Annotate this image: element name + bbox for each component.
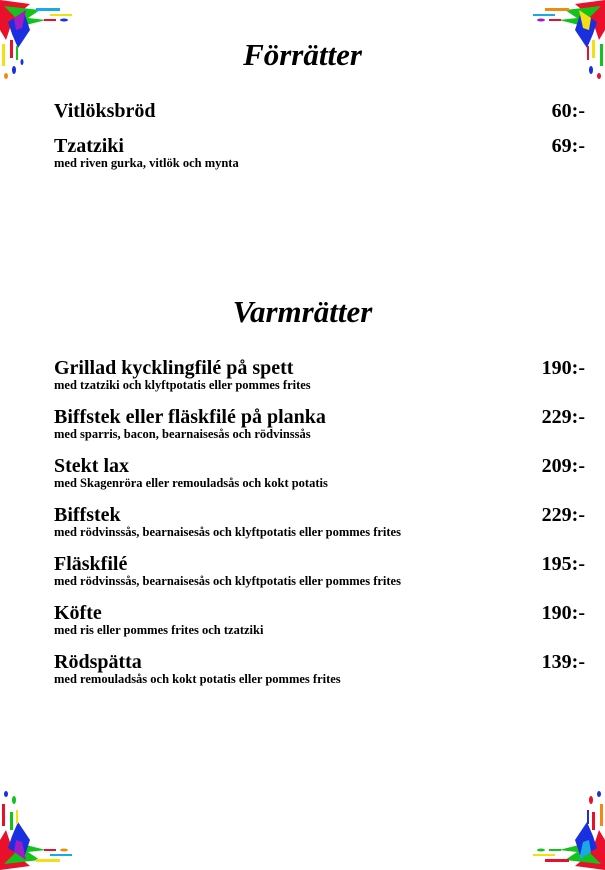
menu-item: [54, 135, 585, 184]
menu-item: [54, 504, 585, 553]
menu-item: [54, 455, 585, 504]
item-description: med tzatziki och klyftpotatis eller pommes frites: [54, 378, 311, 392]
item-description: med ris eller pommes frites och tzatziki: [54, 623, 264, 637]
item-price: 229:-: [541, 406, 585, 428]
menu-item: [54, 406, 585, 455]
menu-list-varmratter: [54, 357, 585, 700]
paint-splash-icon: [0, 780, 90, 870]
item-name: Rödspätta: [54, 651, 142, 673]
item-name: Grillad kycklingfilé på spett: [54, 357, 294, 379]
item-description: med remouladsås och kokt potatis eller pommes frites: [54, 672, 341, 686]
item-description: med rödvinssås, bearnaisesås och klyftpotatis eller pommes frites: [54, 574, 401, 588]
item-price: 229:-: [541, 504, 585, 526]
section-title-varmratter: Varmrätter: [232, 294, 373, 329]
item-price: 69:-: [551, 135, 585, 157]
paint-splash-icon: [515, 780, 605, 870]
item-description: med rödvinssås, bearnaisesås och klyftpotatis eller pommes frites: [54, 525, 401, 539]
item-name: Fläskfilé: [54, 553, 128, 575]
item-name: Stekt lax: [54, 455, 129, 477]
item-description: med Skagenröra eller remouladsås och kokt potatis: [54, 476, 328, 490]
menu-list-forratter: [54, 100, 585, 184]
item-price: 139:-: [541, 651, 585, 673]
item-name: Tzatziki: [54, 135, 124, 157]
item-name: Köfte: [54, 602, 102, 624]
item-price: 190:-: [541, 602, 585, 624]
menu-item: [54, 553, 585, 602]
item-description: med riven gurka, vitlök och mynta: [54, 156, 239, 170]
menu-item: [54, 651, 585, 700]
item-name: Biffstek eller fläskfilé på planka: [54, 406, 326, 428]
item-name: Biffstek: [54, 504, 121, 526]
section-title-forratter: Förrätter: [243, 37, 362, 72]
menu-item: [54, 602, 585, 651]
item-description: med sparris, bacon, bearnaisesås och rödvinssås: [54, 427, 311, 441]
item-name: Vitlöksbröd: [54, 100, 156, 122]
menu-item: [54, 100, 585, 135]
menu-item: [54, 357, 585, 406]
item-price: 195:-: [541, 553, 585, 575]
item-price: 60:-: [551, 100, 585, 122]
item-price: 209:-: [541, 455, 585, 477]
item-price: 190:-: [541, 357, 585, 379]
